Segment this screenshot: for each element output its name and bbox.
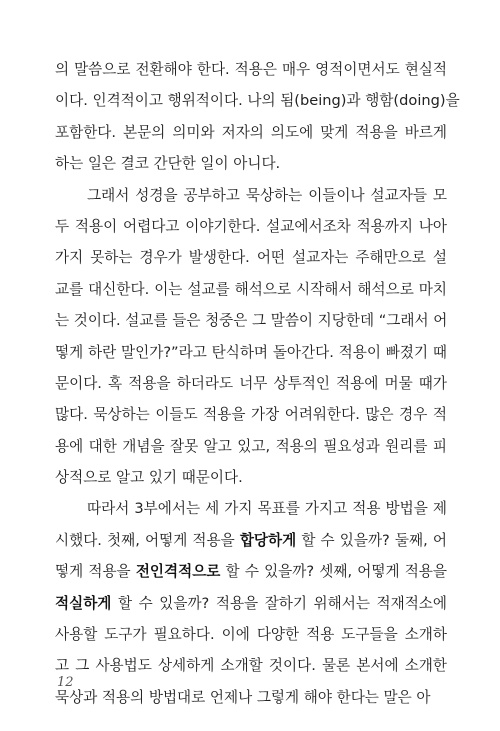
text-line <box>55 368 447 399</box>
text-line <box>55 493 447 524</box>
text-line <box>55 431 447 462</box>
line-text: 고 그 사용법도 상세하게 소개할 것이다. 물론 본서에 소개한 <box>55 657 447 675</box>
text-line <box>55 117 447 148</box>
text-line <box>55 211 447 242</box>
text-line <box>55 650 447 681</box>
line-text: 할 수 있을까? 셋째, 어떻게 적용을 <box>220 563 447 581</box>
text-line <box>55 274 447 305</box>
emphasis-text: 합당하게 <box>239 531 297 549</box>
emphasis-text: 적실하게 <box>55 594 112 612</box>
text-line <box>55 54 447 85</box>
line-text: 가지 못하는 경우가 발생한다. 어떤 설교자는 주해만으로 설 <box>55 249 447 267</box>
line-text: 하는 일은 결코 간단한 일이 아니다. <box>55 155 281 173</box>
paragraph <box>55 54 460 180</box>
line-text: 교를 대신한다. 이는 설교를 해석으로 시작해서 해석으로 마치 <box>55 280 447 298</box>
line-text: 떻게 하란 말인가?”라고 탄식하며 돌아간다. 적용이 빠졌기 때 <box>55 343 447 361</box>
line-text: 상적으로 알고 있기 때문이다. <box>55 469 243 487</box>
text-line <box>55 85 460 116</box>
line-text: 의 말씀으로 전환해야 한다. 적용은 매우 영적이면서도 현실적 <box>55 61 447 78</box>
page-number: 12 <box>57 675 74 690</box>
text-line <box>55 556 447 587</box>
text-line <box>55 180 447 211</box>
text-line <box>55 462 447 493</box>
line-text: 두 적용이 어렵다고 이야기한다. 설교에서조차 적용까지 나아 <box>55 217 447 235</box>
text-line <box>55 399 447 430</box>
line-text: 묵상과 적용의 방법대로 언제나 그렇게 해야 한다는 말은 아 <box>55 688 431 706</box>
body-text <box>55 54 460 713</box>
line-text: 사용할 도구가 필요하다. 이에 다양한 적용 도구들을 소개하 <box>55 626 447 644</box>
line-text: 떻게 적용을 <box>55 563 136 581</box>
line-text: 할 수 있을까? 적용을 잘하기 위해서는 적재적소에 <box>111 594 447 612</box>
text-line <box>55 242 447 273</box>
text-line <box>55 619 447 650</box>
line-text: 시했다. 첫째, 어떻게 적용을 <box>55 531 240 549</box>
line-text: 할 수 있을까? 둘째, 어 <box>296 531 447 549</box>
text-line <box>55 588 447 619</box>
line-text: 문이다. 혹 적용을 하더라도 너무 상투적인 적용에 머물 때가 <box>55 374 447 392</box>
text-line <box>55 337 447 368</box>
emphasis-text: 전인격적으로 <box>135 563 221 581</box>
line-text: 용에 대한 개념을 잘못 알고 있고, 적용의 필요성과 원리를 피 <box>55 437 447 455</box>
line-text: 포함한다. 본문의 의미와 저자의 의도에 맞게 적용을 바르게 <box>55 123 447 141</box>
line-text: 따라서 3부에서는 세 가지 목표를 가지고 적용 방법을 제 <box>87 500 447 518</box>
text-line <box>55 148 447 179</box>
paragraph <box>55 493 447 713</box>
paragraph <box>55 180 447 494</box>
line-text: 는 것이다. 설교를 들은 청중은 그 말씀이 지당한데 “그래서 어 <box>55 312 448 330</box>
text-line <box>55 305 447 336</box>
text-line <box>55 682 447 713</box>
line-text: 그래서 성경을 공부하고 묵상하는 이들이나 설교자들 모 <box>87 186 447 204</box>
text-line <box>55 525 447 556</box>
line-text: 많다. 묵상하는 이들도 적용을 가장 어려워한다. 많은 경우 적 <box>55 406 447 424</box>
line-text: 이다. 인격적이고 행위적이다. 나의 됨(being)과 행함(doing)을 <box>55 92 460 110</box>
